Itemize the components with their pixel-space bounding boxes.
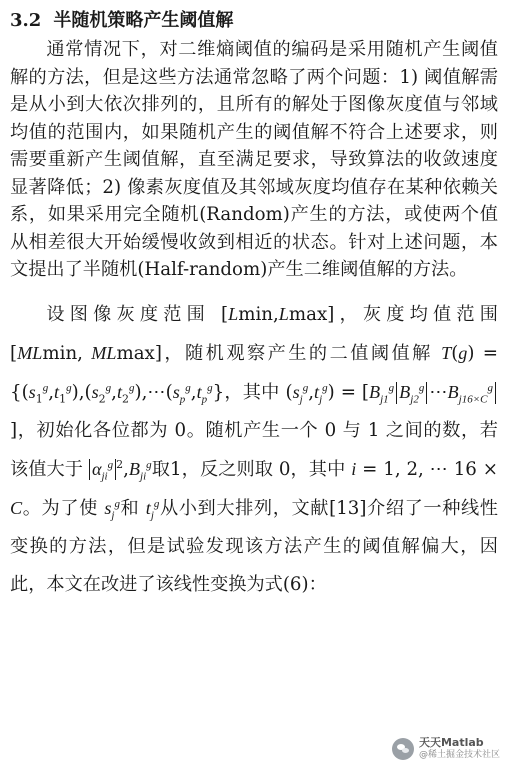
p2-text-5: ，初始化各位都为 0。随机产生一个 0 与 1 之间的数，若该值大于 [10, 419, 498, 480]
wechat-logo-icon [392, 738, 414, 760]
p2-text-8: 和 [119, 497, 140, 519]
mean-range-formula: [MLmin, MLmax] [10, 342, 162, 364]
paragraph-gap [10, 284, 498, 295]
watermark-name: 天天Matlab [418, 736, 484, 749]
watermark-text [419, 737, 500, 761]
p2-text-3: ，随机观察产生的二值阈值解 [161, 342, 433, 364]
watermark [392, 737, 500, 761]
index-formula: i = 1, 2, ⋯ 16 × C [10, 458, 498, 518]
section-title: 半随机策略产生阈值解 [53, 10, 234, 31]
binary-encoding-formula: $(s_j^g,t_j^g) = [B_{j1}^g$ $B_{j2}^g$ $\cdots B_{j16\times C}^g$] [10, 382, 498, 441]
section-number: 3.2 [10, 10, 42, 31]
p2-text-2: ，灰度均值范围 [334, 303, 498, 325]
paper-page [10, 6, 498, 604]
p2-text-6: 取1，反之则取 0，其中 [151, 458, 346, 480]
watermark-sub: @稀土掘金技术社区 [418, 750, 500, 760]
p2-text-1: 设图像灰度范围 [46, 303, 210, 325]
paragraph-1: 通常情况下，对二维熵阈值的编码是采用随机产生阈值解的方法，但是这些方法通常忽略了两个问题：1) 阈值解需是从小到大依次排列的，且所有的解处于图像灰度值与邻域均值的范围内，如果随机产生的阈值解不符合上述要求，则需要重新产生阈值解，直至满足要求，导致算法的收敛速度显著降低；2) 像素灰度值及其邻域灰度均值存在某种依赖关系，如果采用完全随机(Random)产生的方法，或使两个值从相差很大开始缓慢收敛到相近的状态。针对上述问题，本文提出了半随机(Half-random)产生二维阈值解的方法。 [10, 39, 498, 280]
gray-range-formula: [Lmin,Lmax] [220, 303, 335, 325]
t-j-formula: $t_j^g$ [145, 497, 160, 522]
p2-text-9: 从小到大排列，文献[13]介绍了一种线性变换的方法，但是试验发现该方法产生的阈值解偏大，因此，本文在改进了该线性变换为式(6)： [10, 497, 498, 595]
threshold-solution-formula: $T(g) = \{(s_1^g,t_1^g),(s_2^g,t_2^g),\cdots(s_p^g,t_p^g\}$ [10, 342, 498, 406]
paragraph-2 [10, 295, 498, 604]
s-j-formula: $s_j^g$ [104, 497, 120, 522]
alpha-formula: $\alpha_{ji}^g$ $^2,B_{ji}^g$ [89, 459, 152, 480]
p2-text-4: ，其中 [224, 381, 280, 403]
p2-text-7: 。为了使 [22, 497, 98, 519]
section-heading [10, 6, 498, 36]
